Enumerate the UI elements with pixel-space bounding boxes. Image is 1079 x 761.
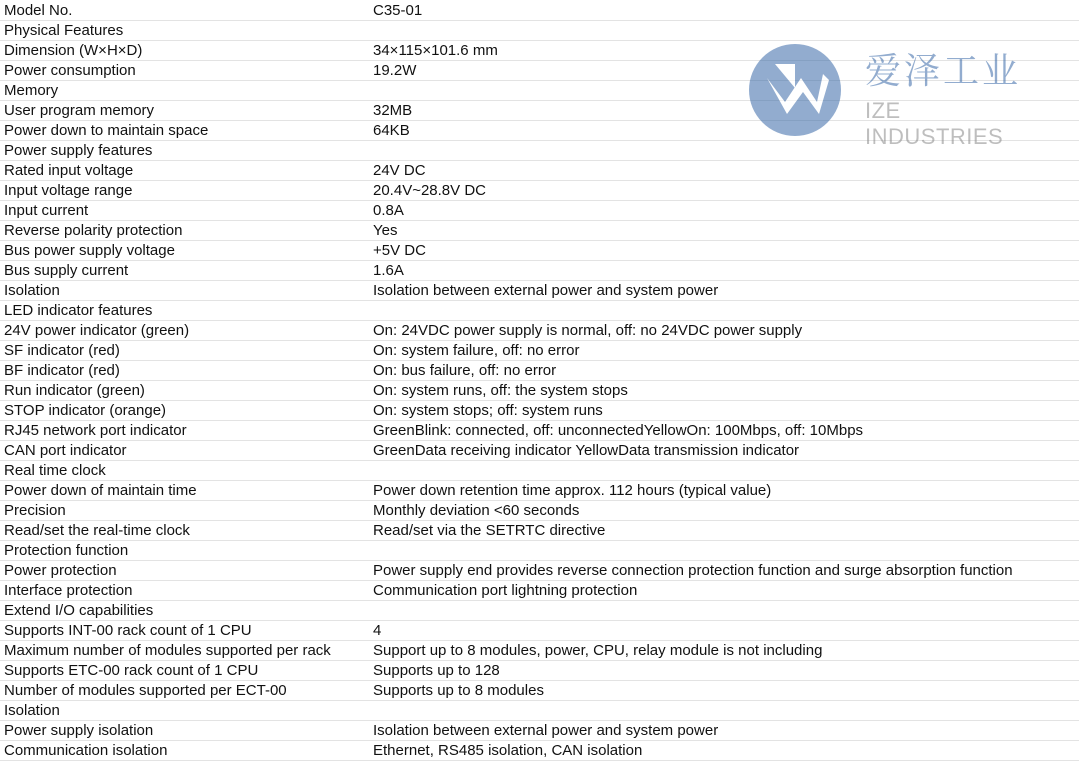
spec-value: Ethernet, RS485 isolation, CAN isolation [368,741,1079,761]
spec-row [0,461,1079,481]
spec-row [0,21,1079,41]
spec-label: Bus power supply voltage [0,241,368,261]
spec-row [0,621,1079,641]
spec-label: Communication isolation [0,741,368,761]
spec-value [368,21,1079,41]
spec-row [0,261,1079,281]
spec-row [0,341,1079,361]
spec-row [0,301,1079,321]
spec-value: GreenBlink: connected, off: unconnectedYellowOn: 100Mbps, off: 10Mbps [368,421,1079,441]
spec-value: 24V DC [368,161,1079,181]
spec-value: Supports up to 128 [368,661,1079,681]
spec-value: Isolation between external power and system power [368,721,1079,741]
spec-label: Power supply isolation [0,721,368,741]
spec-table [0,1,1079,761]
spec-row [0,701,1079,721]
spec-value: Support up to 8 modules, power, CPU, relay module is not including [368,641,1079,661]
spec-label: Input voltage range [0,181,368,201]
spec-label: Power down of maintain time [0,481,368,501]
spec-row [0,561,1079,581]
spec-row [0,581,1079,601]
spec-value: 1.6A [368,261,1079,281]
spec-value: 19.2W [368,61,1079,81]
spec-row [0,161,1079,181]
spec-value: GreenData receiving indicator YellowData transmission indicator [368,441,1079,461]
spec-value: 34×115×101.6 mm [368,41,1079,61]
spec-value [368,601,1079,621]
spec-value [368,461,1079,481]
spec-value: On: system failure, off: no error [368,341,1079,361]
spec-row [0,101,1079,121]
spec-label: Power consumption [0,61,368,81]
spec-label: Real time clock [0,461,368,481]
spec-value: 20.4V~28.8V DC [368,181,1079,201]
spec-value [368,701,1079,721]
spec-value: On: bus failure, off: no error [368,361,1079,381]
spec-value [368,301,1079,321]
spec-row [0,481,1079,501]
spec-value: Supports up to 8 modules [368,681,1079,701]
spec-label: Run indicator (green) [0,381,368,401]
spec-value: Yes [368,221,1079,241]
spec-label: Power supply features [0,141,368,161]
spec-value: 0.8A [368,201,1079,221]
spec-label: Rated input voltage [0,161,368,181]
spec-label: Memory [0,81,368,101]
spec-label: Power protection [0,561,368,581]
spec-value [368,81,1079,101]
spec-row [0,421,1079,441]
spec-value: On: system runs, off: the system stops [368,381,1079,401]
spec-label: Isolation [0,281,368,301]
spec-label: Number of modules supported per ECT-00 [0,681,368,701]
spec-label: Power down to maintain space [0,121,368,141]
spec-value: Power down retention time approx. 112 hours (typical value) [368,481,1079,501]
spec-label: SF indicator (red) [0,341,368,361]
spec-label: Extend I/O capabilities [0,601,368,621]
spec-row [0,501,1079,521]
spec-row [0,181,1079,201]
spec-label: STOP indicator (orange) [0,401,368,421]
spec-label: BF indicator (red) [0,361,368,381]
spec-value: +5V DC [368,241,1079,261]
spec-label: User program memory [0,101,368,121]
spec-value: On: 24VDC power supply is normal, off: no 24VDC power supply [368,321,1079,341]
spec-row [0,401,1079,421]
spec-row [0,241,1079,261]
spec-label: Supports INT-00 rack count of 1 CPU [0,621,368,641]
spec-label: Maximum number of modules supported per rack [0,641,368,661]
spec-label: Reverse polarity protection [0,221,368,241]
spec-value: Power supply end provides reverse connection protection function and surge absorption function [368,561,1079,581]
spec-row [0,721,1079,741]
spec-value [368,141,1079,161]
spec-row [0,741,1079,761]
spec-value: Monthly deviation <60 seconds [368,501,1079,521]
spec-label: CAN port indicator [0,441,368,461]
spec-row [0,81,1079,101]
spec-row [0,61,1079,81]
spec-value: C35-01 [368,1,1079,21]
spec-label: Dimension (W×H×D) [0,41,368,61]
spec-row [0,541,1079,561]
spec-row [0,441,1079,461]
spec-row [0,41,1079,61]
spec-value [368,541,1079,561]
spec-label: 24V power indicator (green) [0,321,368,341]
spec-row [0,641,1079,661]
spec-label: Precision [0,501,368,521]
spec-row [0,381,1079,401]
spec-value: 32MB [368,101,1079,121]
spec-value: 4 [368,621,1079,641]
spec-table-body [0,1,1079,761]
spec-label: Isolation [0,701,368,721]
spec-label: Input current [0,201,368,221]
spec-row [0,141,1079,161]
spec-row [0,681,1079,701]
spec-label: Bus supply current [0,261,368,281]
spec-row [0,321,1079,341]
spec-label: LED indicator features [0,301,368,321]
spec-value: On: system stops; off: system runs [368,401,1079,421]
spec-row [0,521,1079,541]
spec-label: Supports ETC-00 rack count of 1 CPU [0,661,368,681]
spec-row [0,661,1079,681]
spec-row [0,361,1079,381]
spec-row [0,1,1079,21]
spec-label: Physical Features [0,21,368,41]
spec-value: Read/set via the SETRTC directive [368,521,1079,541]
spec-row [0,221,1079,241]
spec-value: 64KB [368,121,1079,141]
spec-label: Read/set the real-time clock [0,521,368,541]
spec-row [0,281,1079,301]
spec-value: Isolation between external power and system power [368,281,1079,301]
watermark-name-en: IZE INDUSTRIES [865,98,1004,149]
spec-label: Interface protection [0,581,368,601]
spec-value: Communication port lightning protection [368,581,1079,601]
watermark-name-cn: 爱泽工业 [865,51,1022,92]
spec-row [0,121,1079,141]
spec-label: Model No. [0,1,368,21]
spec-label: RJ45 network port indicator [0,421,368,441]
spec-label: Protection function [0,541,368,561]
spec-row [0,601,1079,621]
spec-row [0,201,1079,221]
